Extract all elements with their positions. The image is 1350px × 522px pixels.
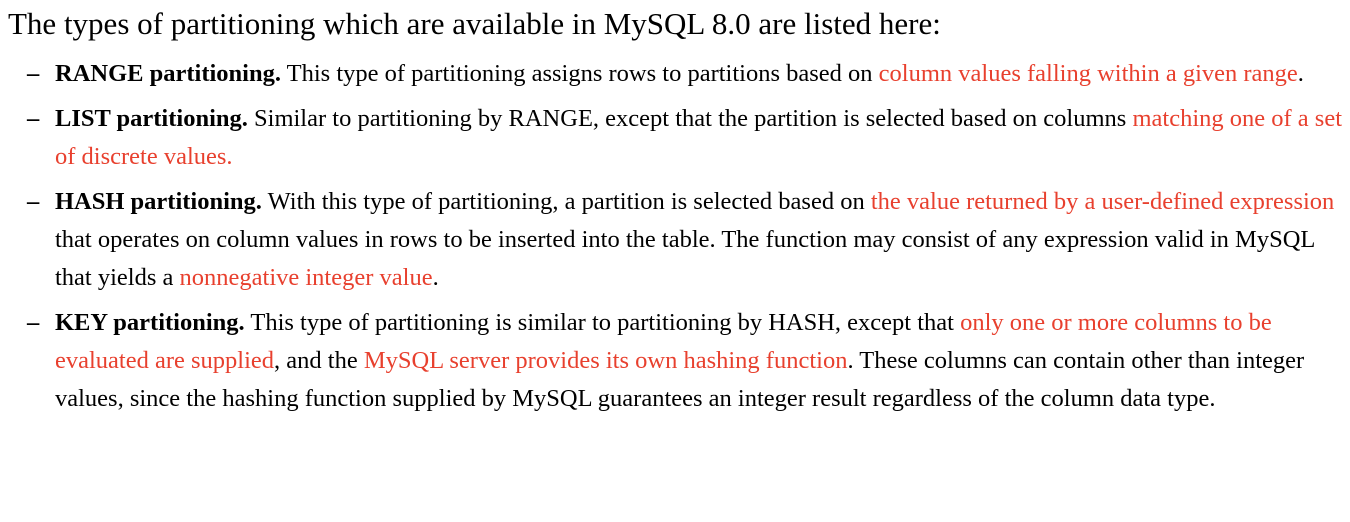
term-label: RANGE partitioning. [55, 60, 281, 87]
list-item-hash-partitioning [0, 183, 1350, 297]
term-label: LIST partitioning. [55, 105, 248, 132]
description-text: that operates on column values in rows to be inserted into the table. The function may consist of any expression valid in MySQL that yields a [55, 226, 1315, 291]
list-item-key-partitioning [0, 304, 1350, 418]
list-item-list-partitioning [0, 100, 1350, 176]
description-text: With this type of partitioning, a partition is selected based on [261, 188, 871, 215]
description-text: . [432, 264, 439, 291]
description-text: , and the [274, 347, 364, 374]
term-label: KEY partitioning. [55, 309, 245, 336]
term-label: HASH partitioning. [55, 188, 262, 215]
bullet-dash: – [27, 188, 40, 215]
description-text: . These columns can contain other than integer values, since the hashing function supplied by MySQL guarantees an integer result regardless of the column data type. [55, 347, 1305, 412]
bullet-dash: – [27, 309, 40, 336]
highlighted-text: the value returned by a user-defined expression [870, 188, 1335, 215]
description-text: Similar to partitioning by RANGE, except that the partition is selected based on columns [247, 105, 1133, 132]
description-text: . [1297, 60, 1304, 87]
highlighted-text: matching one of a set of discrete values. [55, 105, 1342, 170]
highlighted-text: column values falling within a given range [878, 60, 1298, 87]
bullet-dash: – [27, 60, 40, 87]
highlighted-text: nonnegative integer value [179, 264, 433, 291]
list-item-range-partitioning [0, 55, 1350, 93]
description-text: This type of partitioning is similar to partitioning by HASH, except that [244, 309, 961, 336]
bullet-dash: – [27, 105, 40, 132]
page-heading: The types of partitioning which are available in MySQL 8.0 are listed here: [8, 6, 941, 41]
highlighted-text: MySQL server provides its own hashing function [363, 347, 848, 374]
description-text: This type of partitioning assigns rows to partitions based on [280, 60, 879, 87]
highlighted-text: only one or more columns to be evaluated are supplied [55, 309, 1272, 374]
partitioning-types-list [0, 55, 1350, 425]
